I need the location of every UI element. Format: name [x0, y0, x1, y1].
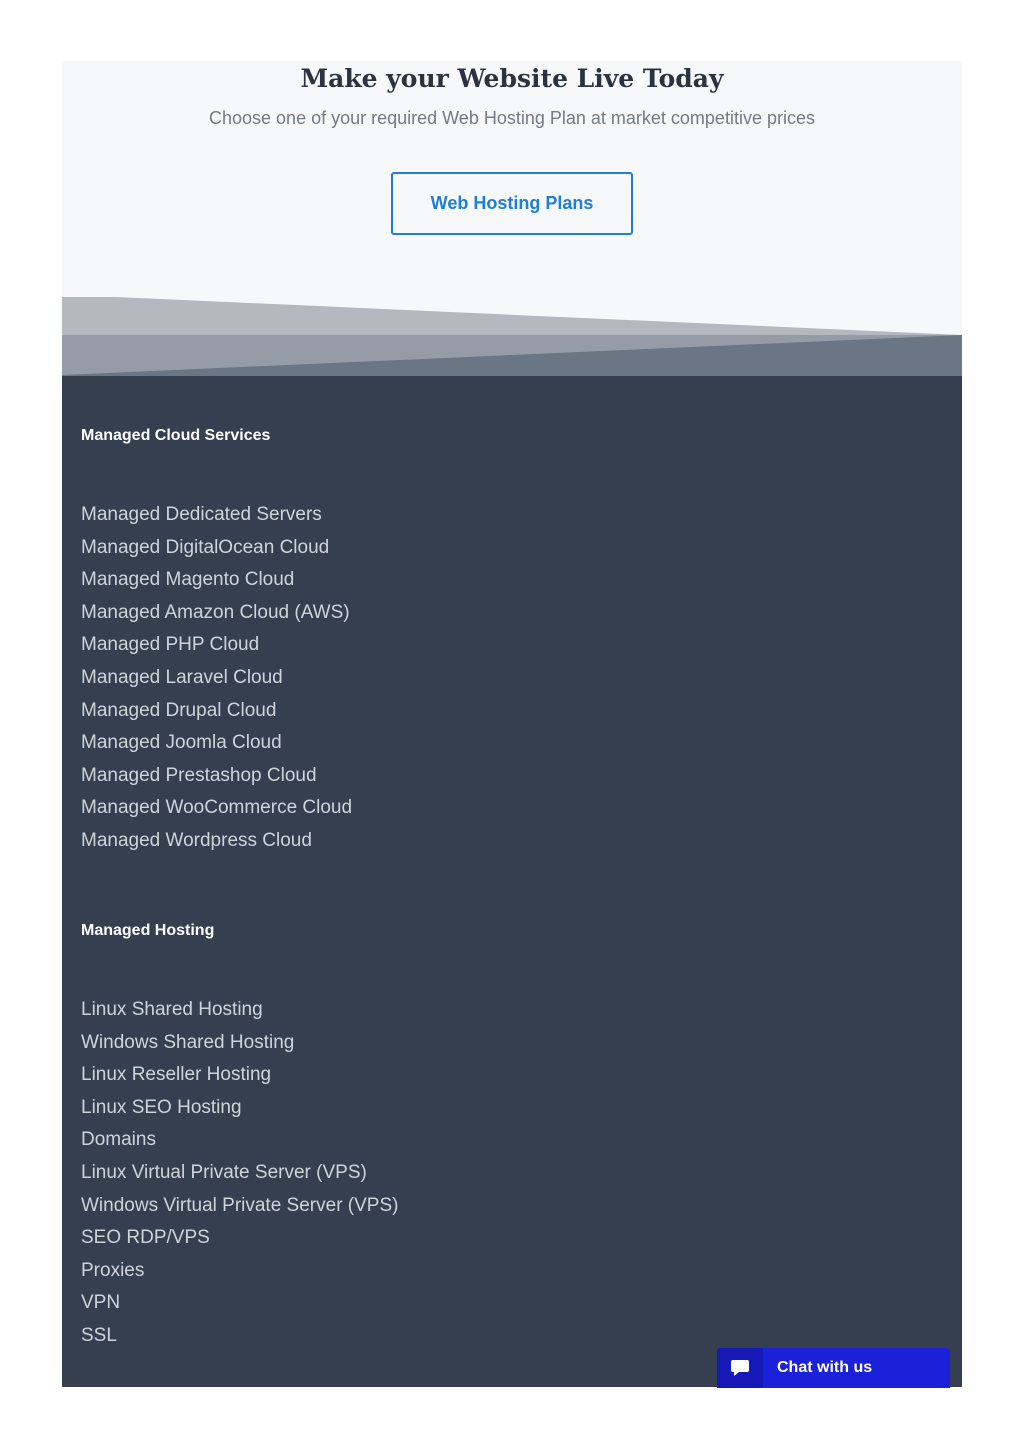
- page: [62, 61, 962, 1387]
- footer-link[interactable]: SSL: [81, 1324, 117, 1346]
- managed-hosting-list: [81, 994, 398, 1353]
- footer-link[interactable]: Managed PHP Cloud: [81, 634, 260, 656]
- footer-link[interactable]: Managed DigitalOcean Cloud: [81, 536, 330, 558]
- hero-subtitle: Choose one of your required Web Hosting Plan at market competitive prices: [209, 108, 815, 128]
- footer-link[interactable]: Windows Virtual Private Server (VPS): [81, 1194, 399, 1216]
- managed-cloud-services-list: [81, 499, 352, 858]
- chat-widget-button[interactable]: [717, 1348, 950, 1388]
- footer-link[interactable]: Managed Laravel Cloud: [81, 666, 283, 688]
- footer-link[interactable]: Proxies: [81, 1259, 145, 1281]
- footer-link[interactable]: Linux Reseller Hosting: [81, 1064, 272, 1086]
- footer-link[interactable]: Managed Amazon Cloud (AWS): [81, 601, 350, 623]
- footer-link[interactable]: SEO RDP/VPS: [81, 1227, 210, 1249]
- footer-link[interactable]: VPN: [81, 1292, 121, 1314]
- section-title-managed-cloud-services: Managed Cloud Services: [81, 427, 271, 444]
- chat-bubble-icon: [717, 1348, 763, 1388]
- chat-label: Chat with us: [777, 1359, 873, 1376]
- hero-title: Make your Website Live Today: [300, 64, 724, 93]
- footer-link[interactable]: Windows Shared Hosting: [81, 1031, 295, 1053]
- section-title-managed-hosting: Managed Hosting: [81, 922, 215, 939]
- footer: [62, 376, 962, 1387]
- footer-link[interactable]: Managed Magento Cloud: [81, 569, 295, 591]
- footer-link[interactable]: Managed Drupal Cloud: [81, 699, 277, 721]
- footer-link[interactable]: Linux SEO Hosting: [81, 1096, 242, 1118]
- wave-divider: [62, 297, 962, 377]
- footer-link[interactable]: Managed Prestashop Cloud: [81, 764, 317, 786]
- footer-link[interactable]: Linux Virtual Private Server (VPS): [81, 1161, 367, 1183]
- footer-link[interactable]: Managed Wordpress Cloud: [81, 829, 312, 851]
- footer-link[interactable]: Managed Joomla Cloud: [81, 732, 282, 754]
- footer-link[interactable]: Domains: [81, 1129, 156, 1151]
- footer-link[interactable]: Managed WooCommerce Cloud: [81, 797, 353, 819]
- footer-link[interactable]: Linux Shared Hosting: [81, 999, 263, 1020]
- chat-bubble-icon-svg: [729, 1357, 751, 1379]
- footer-link[interactable]: Managed Dedicated Servers: [81, 504, 322, 525]
- web-hosting-plans-button[interactable]: Web Hosting Plans: [391, 172, 633, 235]
